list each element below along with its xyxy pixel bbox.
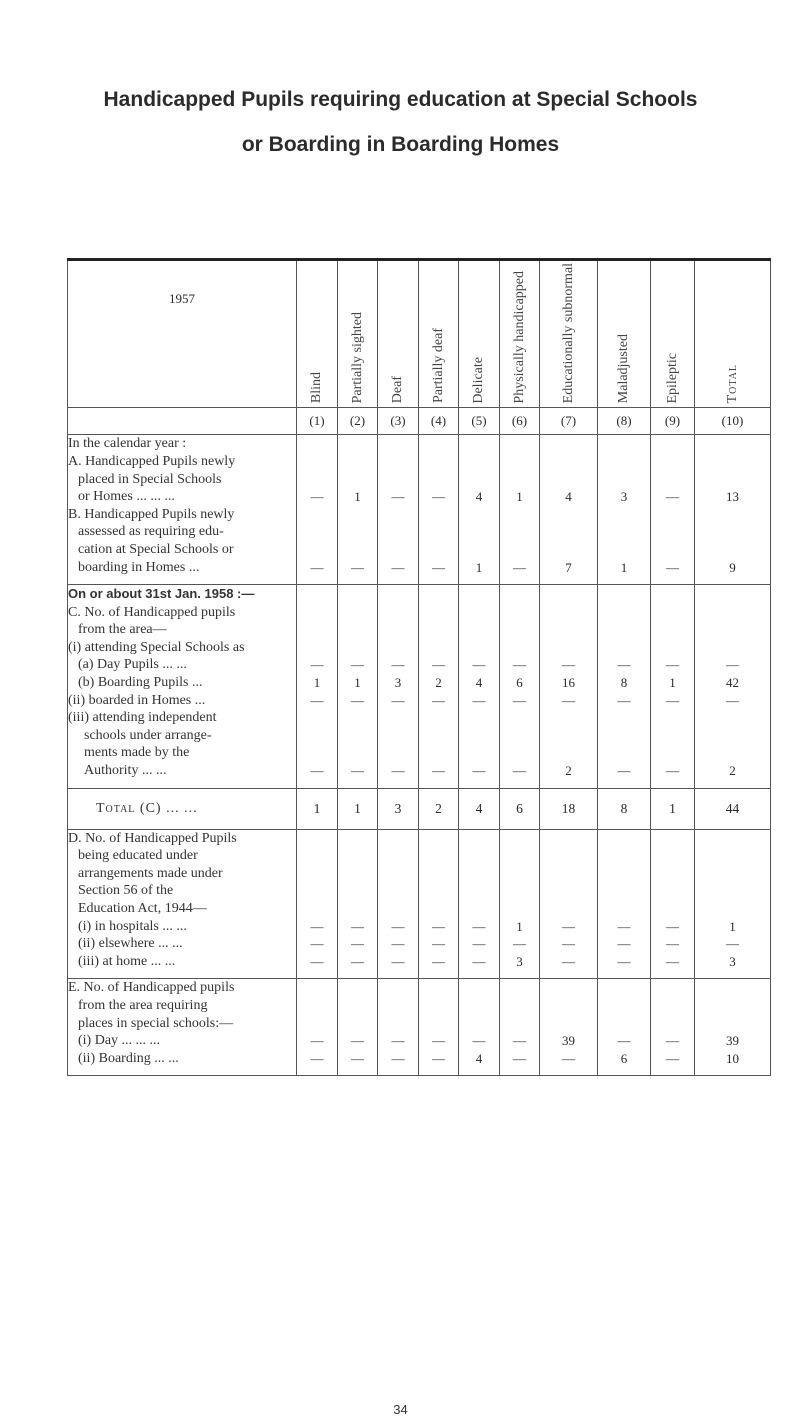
cell-value: 6 [620, 1050, 628, 1066]
cell-value: 10 [726, 1050, 739, 1066]
total-label: Total (C) ... ... [96, 800, 198, 816]
cell-value: 1 [669, 675, 676, 691]
cell-value: — [666, 1050, 679, 1066]
column-header [598, 260, 651, 408]
row-label-line: (i) Day ... ... ... [78, 1033, 161, 1049]
cell-value: — [432, 692, 445, 708]
row-label-line: placed in Special Schools [78, 471, 222, 487]
title-line-1: Handicapped Pupils requiring education at Special Schools [103, 88, 698, 111]
column-label: Partially sighted [349, 311, 365, 404]
cell-value: — [472, 692, 486, 708]
handicapped-pupils-table [67, 258, 771, 1076]
column-label: Physically handicapped [511, 270, 527, 404]
cell-value: — [351, 1033, 364, 1049]
cell-value: 3 [729, 953, 736, 969]
cell-value: 1 [313, 675, 321, 691]
cell-value: — [432, 1050, 445, 1066]
cell-value: — [513, 559, 526, 575]
total-value: 1 [297, 788, 338, 829]
cell-value: 1 [516, 918, 523, 934]
cell-value: 4 [475, 1050, 483, 1066]
cell-value: 2 [565, 763, 572, 779]
cell-value: — [432, 953, 445, 969]
cell-value: 7 [565, 559, 572, 575]
cell-value: 39 [726, 1033, 739, 1049]
cell-value: — [513, 1033, 526, 1049]
total-value: 1 [651, 788, 695, 829]
cell-value: — [617, 692, 631, 708]
cell-value: — [617, 918, 631, 934]
cell-value: — [472, 953, 486, 969]
row-label-line: being educated under [78, 848, 198, 864]
cell-value: 3 [620, 489, 628, 505]
cell-value: — [391, 657, 405, 673]
row-label-line: (i) in hospitals ... ... [78, 918, 187, 934]
cell-value: 6 [516, 675, 523, 691]
row-label-line: (ii) boarded in Homes ... [68, 692, 206, 708]
cell-value: 13 [726, 489, 739, 505]
cell-value: 16 [562, 675, 575, 691]
cell-value: — [472, 918, 486, 934]
cell-value: — [666, 559, 679, 575]
cell-value: — [562, 692, 575, 708]
row-label-cell [68, 979, 297, 1076]
cell-value: — [351, 692, 364, 708]
cell-value: — [310, 559, 324, 575]
section-totc [68, 788, 771, 829]
column-label: Delicate [471, 356, 486, 404]
cell-value: — [472, 763, 486, 779]
cell-value: — [666, 692, 679, 708]
cell-value: — [666, 918, 679, 934]
cell-value: 2 [435, 675, 442, 691]
cell-value: 4 [475, 675, 483, 691]
row-label-cell [68, 585, 297, 789]
row-label-line: D. No. of Handicapped Pupils [68, 830, 237, 846]
cell-value: 1 [620, 559, 628, 575]
cell-value: — [513, 936, 526, 952]
total-value: 44 [695, 788, 771, 829]
total-value: 18 [540, 788, 598, 829]
cell-value: — [391, 1050, 405, 1066]
cell-value: — [666, 936, 679, 952]
cell-value: — [666, 953, 679, 969]
cell-value: 39 [562, 1033, 575, 1049]
section-e [68, 979, 771, 1076]
cell-value: — [666, 763, 679, 779]
cell-value: — [391, 918, 405, 934]
cell-value: — [726, 657, 739, 673]
column-label: Deaf [390, 376, 405, 404]
cell-value: — [432, 1033, 445, 1049]
cell-value: — [310, 692, 324, 708]
row-label-line: places in special schools:— [78, 1015, 234, 1031]
cell-value: — [351, 657, 364, 673]
row-label-line: boarding in Homes ... [78, 559, 200, 575]
total-value: 6 [500, 788, 540, 829]
column-number: (4) [419, 408, 459, 435]
column-number: (6) [500, 408, 540, 435]
column-label: Maladjusted [616, 334, 631, 404]
column-label: Partially deaf [430, 328, 446, 404]
row-label-line: (ii) elsewhere ... ... [78, 936, 183, 952]
cell-value: 4 [475, 489, 483, 505]
column-label: Epileptic [664, 352, 680, 404]
cell-value: — [562, 936, 575, 952]
column-number: (5) [459, 408, 500, 435]
cell-value: 4 [565, 489, 572, 505]
row-label-line: assessed as requiring edu- [78, 524, 224, 540]
row-label-line: (b) Boarding Pupils ... [78, 675, 203, 691]
column-header [459, 260, 500, 408]
cell-value: — [432, 763, 445, 779]
cell-value: — [351, 763, 364, 779]
year-header-cell [68, 260, 297, 408]
cell-value: — [432, 489, 445, 505]
column-label: Educationally subnormal [560, 263, 576, 404]
cell-value: — [472, 936, 486, 952]
cell-value: — [310, 936, 324, 952]
cell-value: — [726, 692, 739, 708]
total-value: 1 [338, 788, 378, 829]
row-label-line: or Homes ... ... ... [78, 489, 175, 505]
cell-value: — [351, 1050, 364, 1066]
cell-value: 2 [729, 763, 736, 779]
cell-value: — [310, 953, 324, 969]
cell-value: — [351, 918, 364, 934]
cell-value: — [617, 1033, 631, 1049]
total-value: 2 [419, 788, 459, 829]
row-label-line: Section 56 of the [78, 883, 174, 899]
row-label-line: C. No. of Handicapped pupils [68, 604, 236, 620]
column-number: (9) [651, 408, 695, 435]
section-d [68, 829, 771, 979]
title-line-2: or Boarding in Boarding Homes [241, 133, 560, 156]
cell-value: — [432, 918, 445, 934]
row-label-line: E. No. of Handicapped pupils [68, 980, 235, 996]
total-value: 3 [378, 788, 419, 829]
cell-value: — [726, 936, 739, 952]
row-label-line: schools under arrange- [84, 727, 212, 743]
row-label-line: (iii) attending independent [68, 710, 217, 726]
row-label-line: arrangements made under [78, 865, 223, 881]
column-header [378, 260, 419, 408]
cell-value: — [562, 1050, 575, 1066]
column-number: (8) [598, 408, 651, 435]
cell-value: — [666, 1033, 679, 1049]
column-number: (2) [338, 408, 378, 435]
cell-value: — [562, 657, 575, 673]
cell-value: — [562, 953, 575, 969]
cell-value: — [617, 763, 631, 779]
page-number: 34 [393, 1402, 408, 1417]
row-label-line: (a) Day Pupils ... ... [78, 657, 187, 673]
row-label-line: from the area— [78, 622, 167, 638]
cell-value: — [513, 763, 526, 779]
cell-value: 42 [726, 675, 739, 691]
column-number: (10) [695, 408, 771, 435]
cell-value: — [391, 1033, 405, 1049]
row-label-line: In the calendar year : [68, 436, 187, 452]
section-ab [68, 435, 771, 585]
row-label-cell [68, 829, 297, 979]
cell-value: — [432, 657, 445, 673]
cell-value: — [391, 692, 405, 708]
row-label-cell [68, 435, 297, 585]
cell-value: — [617, 657, 631, 673]
cell-value: — [310, 918, 324, 934]
section-c [68, 585, 771, 789]
cell-value: — [391, 559, 405, 575]
cell-value: 3 [394, 675, 402, 691]
row-label-line: (ii) Boarding ... ... [78, 1050, 179, 1066]
year-label: 1957 [169, 291, 195, 306]
cell-value: — [562, 918, 575, 934]
section-heading: On or about 31st Jan. 1958 :— [68, 586, 255, 602]
cell-value: 1 [475, 559, 483, 575]
column-header [540, 260, 598, 408]
column-label: Blind [309, 372, 324, 404]
column-header [297, 260, 338, 408]
row-label-line: A. Handicapped Pupils newly [68, 453, 236, 469]
column-number: (1) [297, 408, 338, 435]
cell-value: — [472, 1033, 486, 1049]
cell-value: — [310, 763, 324, 779]
row-label-line: (i) attending Special Schools as [68, 639, 245, 655]
cell-value: 9 [729, 559, 736, 575]
cell-value: — [310, 489, 324, 505]
cell-value: 1 [729, 918, 736, 934]
cell-value: — [351, 559, 364, 575]
cell-value: — [513, 657, 526, 673]
cell-value: — [391, 953, 405, 969]
cell-value: — [666, 489, 679, 505]
cell-value: — [391, 763, 405, 779]
cell-value: — [513, 692, 526, 708]
cell-value: — [310, 657, 324, 673]
cell-value: — [513, 1050, 526, 1066]
cell-value: — [432, 559, 445, 575]
cell-value: — [351, 953, 364, 969]
row-label-line: ments made by the [84, 745, 190, 761]
row-label-line: (iii) at home ... ... [78, 953, 176, 969]
cell-value: — [666, 657, 679, 673]
cell-value: — [351, 936, 364, 952]
cell-value: 8 [620, 675, 628, 691]
row-label-line: Authority ... ... [84, 763, 167, 779]
row-label-line: from the area requiring [78, 997, 208, 1013]
column-label: Total [724, 363, 740, 404]
cell-value: — [472, 657, 486, 673]
cell-value: 1 [354, 675, 361, 691]
cell-value: — [310, 1033, 324, 1049]
column-number: (3) [378, 408, 419, 435]
cell-value: — [391, 936, 405, 952]
cell-value: — [617, 936, 631, 952]
cell-value: 1 [354, 489, 361, 505]
row-label-line: Education Act, 1944— [78, 901, 207, 917]
cell-value: — [432, 936, 445, 952]
column-header [651, 260, 695, 408]
total-value: 8 [598, 788, 651, 829]
cell-value: — [617, 953, 631, 969]
cell-value: 1 [516, 489, 523, 505]
total-value: 4 [459, 788, 500, 829]
column-header [695, 260, 771, 408]
column-header [338, 260, 378, 408]
row-label-line: B. Handicapped Pupils newly [68, 506, 235, 522]
column-header [419, 260, 459, 408]
cell-value: — [310, 1050, 324, 1066]
cell-value: 3 [516, 953, 523, 969]
column-number: (7) [540, 408, 598, 435]
column-header [500, 260, 540, 408]
cell-value: — [391, 489, 405, 505]
row-label-line: cation at Special Schools or [78, 541, 234, 557]
